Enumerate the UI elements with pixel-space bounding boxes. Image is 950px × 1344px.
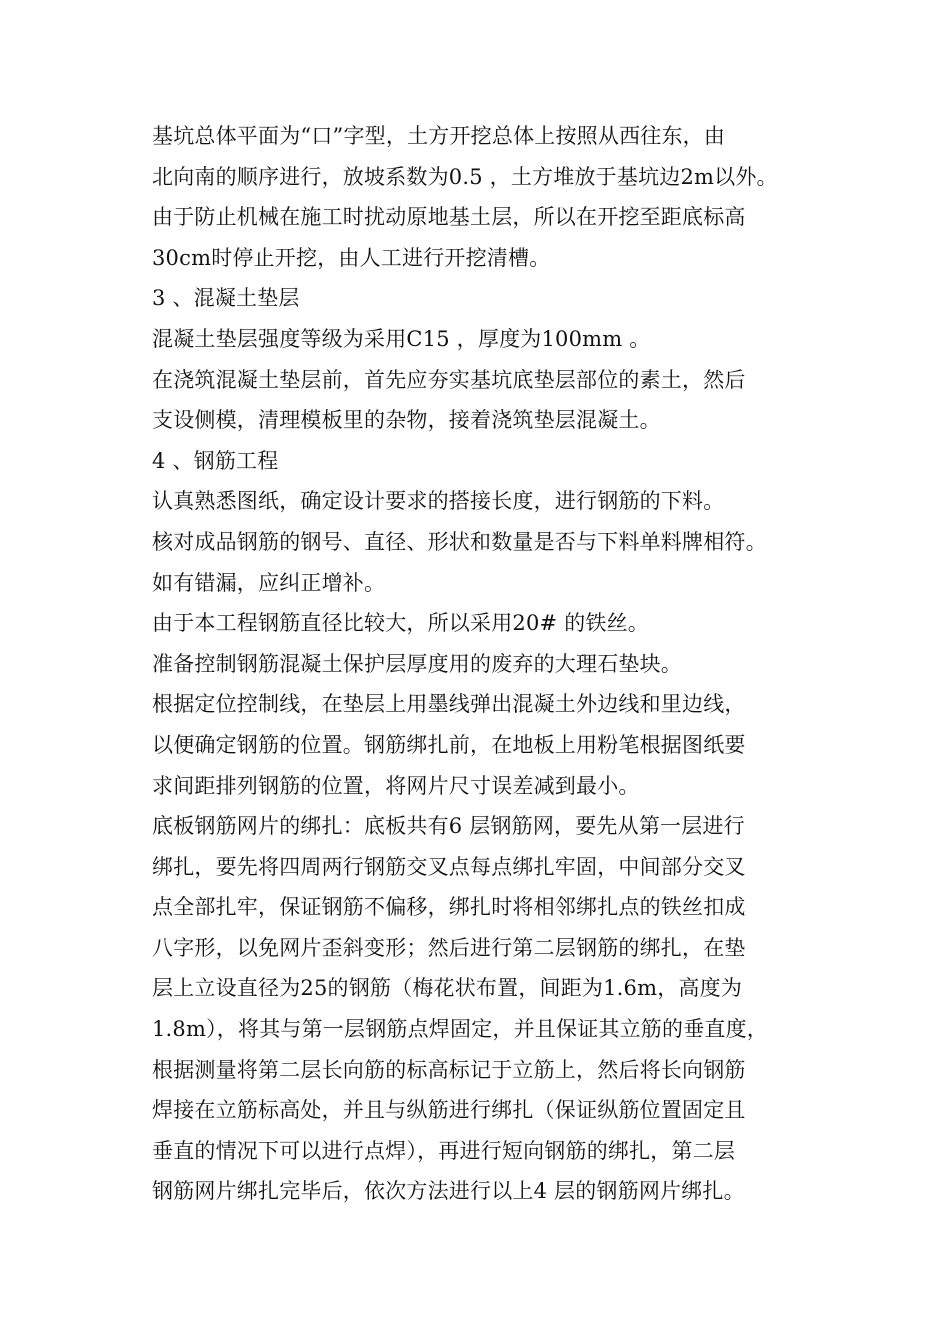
text-line: 根据测量将第二层长向筋的标高标记于立筋上，然后将长向钢筋	[152, 1057, 746, 1082]
text-line: 根据定位控制线，在垫层上用墨线弹出混凝土外边线和里边线，	[152, 692, 746, 717]
text-line: 绑扎，要先将四周两行钢筋交叉点每点绑扎牢固，中间部分交叉	[152, 854, 746, 879]
text-line: 核对成品钢筋的钢号、直径、形状和数量是否与下料单料牌相符。	[152, 529, 767, 554]
section-heading: 4 、钢筋工程	[152, 448, 279, 473]
text-line: 在浇筑混凝土垫层前，首先应夯实基坑底垫层部位的素土，然后	[152, 367, 746, 392]
text-line: 焊接在立筋标高处，并且与纵筋进行绑扎（保证纵筋位置固定且	[152, 1098, 746, 1123]
section-heading: 3 、混凝土垫层	[152, 286, 300, 311]
text-line: 北向南的顺序进行，放坡系数为0.5 ，土方堆放于基坑边2m以外。	[152, 164, 778, 189]
text-line: 混凝土垫层强度等级为采用C15 ，厚度为100mm 。	[152, 326, 651, 351]
text-line: 以便确定钢筋的位置。钢筋绑扎前，在地板上用粉笔根据图纸要	[152, 732, 746, 757]
text-line: 垂直的情况下可以进行点焊），再进行短向钢筋的绑扎，第二层	[152, 1138, 736, 1163]
text-line: 准备控制钢筋混凝土保护层厚度用的废弃的大理石垫块。	[152, 651, 682, 676]
text-line: 求间距排列钢筋的位置，将网片尺寸误差减到最小。	[152, 773, 640, 798]
text-line: 如有错漏，应纠正增补。	[152, 570, 386, 595]
text-line: 由于防止机械在施工时扰动原地基土层，所以在开挖至距底标高	[152, 205, 746, 230]
text-line: 基坑总体平面为“口”字型，土方开挖总体上按照从西往东，由	[152, 124, 726, 148]
document-body	[152, 116, 832, 1212]
text-line: 认真熟悉图纸，确定设计要求的搭接长度，进行钢筋的下料。	[152, 489, 725, 514]
text-line: 点全部扎牢，保证钢筋不偏移，绑扎时将相邻绑扎点的铁丝扣成	[152, 895, 746, 920]
text-line: 由于本工程钢筋直径比较大，所以采用20# 的铁丝。	[152, 611, 649, 636]
text-line: 层上立设直径为25的钢筋（梅花状布置，间距为1.6m，高度为	[152, 976, 743, 1001]
text-line: 钢筋网片绑扎完毕后，依次方法进行以上4 层的钢筋网片绑扎。	[152, 1179, 745, 1204]
text-line: 支设侧模，清理模板里的杂物，接着浇筑垫层混凝土。	[152, 408, 661, 433]
text-line: 30cm时停止开挖，由人工进行开挖清槽。	[152, 245, 551, 270]
text-line: 底板钢筋网片的绑扎：底板共有6 层钢筋网，要先从第一层进行	[152, 814, 745, 839]
text-line: 1.8m），将其与第一层钢筋点焊固定，并且保证其立筋的垂直度，	[152, 1017, 769, 1042]
text-line: 八字形，以免网片歪斜变形；然后进行第二层钢筋的绑扎，在垫	[152, 935, 746, 960]
